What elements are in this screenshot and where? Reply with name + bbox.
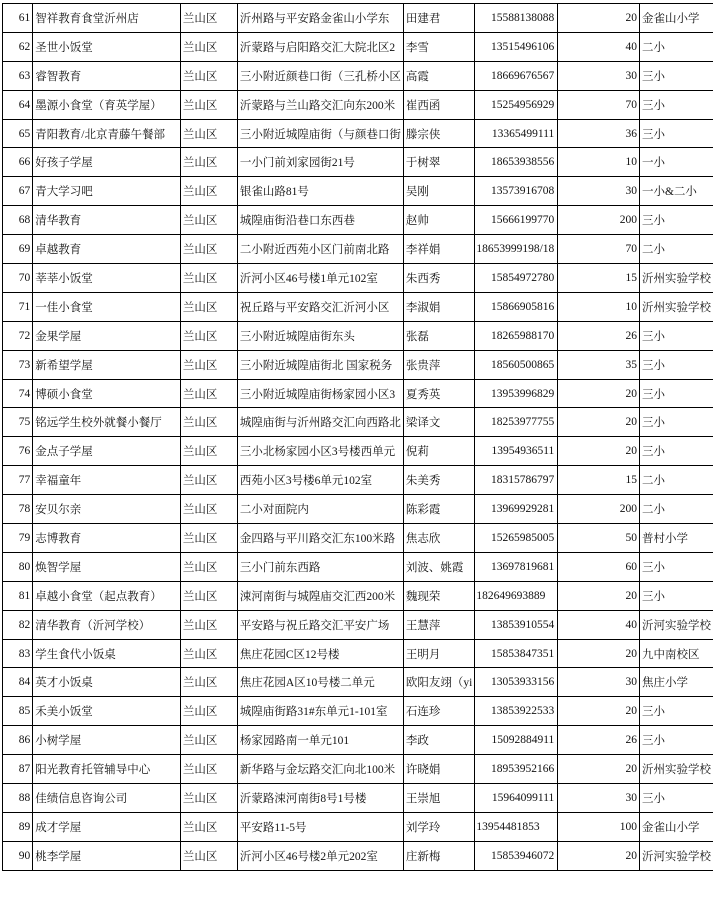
phone-number-cell[interactable]: 15866905816: [475, 292, 558, 321]
institution-name-cell[interactable]: 清华教育: [33, 206, 181, 235]
address-cell[interactable]: 祝丘路与平安路交汇沂河小区: [237, 292, 403, 321]
table-row: [3, 235, 713, 264]
student-count-cell[interactable]: 20: [558, 581, 640, 610]
row-number-cell[interactable]: 76: [3, 437, 33, 466]
institution-name-cell[interactable]: 金点子学屋: [33, 437, 181, 466]
phone-number-cell[interactable]: 13515496106: [475, 32, 558, 61]
table-row: [3, 264, 713, 293]
phone-number-cell[interactable]: 13969929281: [475, 495, 558, 524]
phone-number-cell[interactable]: 13853922533: [475, 697, 558, 726]
student-count-cell[interactable]: 60: [558, 552, 640, 581]
row-number-cell[interactable]: 73: [3, 350, 33, 379]
district-cell[interactable]: 兰山区: [180, 90, 237, 119]
institution-name-cell[interactable]: 成才学屋: [33, 812, 181, 841]
row-number-cell[interactable]: 75: [3, 408, 33, 437]
institution-name-cell[interactable]: 青阳教育/北京青藤午餐部: [33, 119, 181, 148]
contact-person-cell[interactable]: 庄新梅: [403, 841, 474, 870]
address-cell[interactable]: 二小对面院内: [237, 495, 403, 524]
phone-number-cell[interactable]: 13853910554: [475, 610, 558, 639]
table-row: [3, 206, 713, 235]
phone-number-cell[interactable]: 13697819681: [475, 552, 558, 581]
student-count-cell[interactable]: 70: [558, 90, 640, 119]
district-cell[interactable]: 兰山区: [180, 235, 237, 264]
student-count-cell[interactable]: 40: [558, 32, 640, 61]
phone-number-cell[interactable]: 13954481853: [475, 812, 558, 841]
contact-person-cell[interactable]: 张贵萍: [403, 350, 474, 379]
row-number-cell[interactable]: 86: [3, 726, 33, 755]
school-name-cell[interactable]: 三小: [639, 350, 713, 379]
school-name-cell[interactable]: 二小: [639, 235, 713, 264]
student-count-cell[interactable]: 30: [558, 177, 640, 206]
student-count-cell[interactable]: 20: [558, 4, 640, 33]
table-row: [3, 119, 713, 148]
address-cell[interactable]: 三小附近城隍庙街北 国家税务: [237, 350, 403, 379]
school-name-cell[interactable]: 三小: [639, 61, 713, 90]
institution-name-cell[interactable]: 阳光教育托管辅导中心: [33, 755, 181, 784]
student-count-cell[interactable]: 36: [558, 119, 640, 148]
student-count-cell[interactable]: 15: [558, 264, 640, 293]
school-name-cell[interactable]: 沂州实验学校: [639, 264, 713, 293]
phone-number-cell[interactable]: 18653999198/18: [475, 235, 558, 264]
row-number-cell[interactable]: 65: [3, 119, 33, 148]
institution-name-cell[interactable]: 安贝尔亲: [33, 495, 181, 524]
address-cell[interactable]: 城隍庙街路31#东单元1-101室: [237, 697, 403, 726]
institution-name-cell[interactable]: 一佳小食堂: [33, 292, 181, 321]
address-cell[interactable]: 二小附近西苑小区门前南北路: [237, 235, 403, 264]
row-number-cell[interactable]: 85: [3, 697, 33, 726]
institution-name-cell[interactable]: 焕智学屋: [33, 552, 181, 581]
student-count-cell[interactable]: 20: [558, 755, 640, 784]
row-number-cell[interactable]: 72: [3, 321, 33, 350]
phone-number-cell[interactable]: 13954936511: [475, 437, 558, 466]
table-row: [3, 408, 713, 437]
registry-table: [2, 3, 713, 871]
address-cell[interactable]: 沂蒙路涑河南街8号1号楼: [237, 784, 403, 813]
institution-name-cell[interactable]: 墨源小食堂（育英学屋）: [33, 90, 181, 119]
table-row: [3, 379, 713, 408]
contact-person-cell[interactable]: 陈彩霞: [403, 495, 474, 524]
district-cell[interactable]: 兰山区: [180, 697, 237, 726]
district-cell[interactable]: 兰山区: [180, 610, 237, 639]
school-name-cell[interactable]: 焦庄小学: [639, 668, 713, 697]
contact-person-cell[interactable]: 石连珍: [403, 697, 474, 726]
phone-number-cell[interactable]: 13573916708: [475, 177, 558, 206]
school-name-cell[interactable]: 三小: [639, 581, 713, 610]
student-count-cell[interactable]: 70: [558, 235, 640, 264]
district-cell[interactable]: 兰山区: [180, 321, 237, 350]
school-name-cell[interactable]: 三小: [639, 697, 713, 726]
contact-person-cell[interactable]: 欧阳友翊（yi: [403, 668, 474, 697]
district-cell[interactable]: 兰山区: [180, 408, 237, 437]
table-row: [3, 639, 713, 668]
district-cell[interactable]: 兰山区: [180, 495, 237, 524]
table-row: [3, 610, 713, 639]
contact-person-cell[interactable]: 于树翠: [403, 148, 474, 177]
district-cell[interactable]: 兰山区: [180, 726, 237, 755]
district-cell[interactable]: 兰山区: [180, 639, 237, 668]
row-number-cell[interactable]: 70: [3, 264, 33, 293]
address-cell[interactable]: 新华路与金坛路交汇向北100米: [237, 755, 403, 784]
contact-person-cell[interactable]: 王崇旭: [403, 784, 474, 813]
phone-number-cell[interactable]: 15265985005: [475, 524, 558, 553]
student-count-cell[interactable]: 10: [558, 292, 640, 321]
address-cell[interactable]: 沂蒙路与启阳路交汇大院北区2: [237, 32, 403, 61]
phone-number-cell[interactable]: 18953952166: [475, 755, 558, 784]
address-cell[interactable]: 平安路11-5号: [237, 812, 403, 841]
address-cell[interactable]: 三小北杨家园小区3号楼西单元: [237, 437, 403, 466]
institution-name-cell[interactable]: 新希望学屋: [33, 350, 181, 379]
table-row: [3, 90, 713, 119]
address-cell[interactable]: 沂州路与平安路金雀山小学东: [237, 4, 403, 33]
address-cell[interactable]: 杨家园路南一单元101: [237, 726, 403, 755]
contact-person-cell[interactable]: 朱西秀: [403, 264, 474, 293]
student-count-cell[interactable]: 30: [558, 61, 640, 90]
school-name-cell[interactable]: 三小: [639, 784, 713, 813]
address-cell[interactable]: 一小门前刘家园街21号: [237, 148, 403, 177]
institution-name-cell[interactable]: 幸福童年: [33, 466, 181, 495]
contact-person-cell[interactable]: 倪莉: [403, 437, 474, 466]
row-number-cell[interactable]: 80: [3, 552, 33, 581]
address-cell[interactable]: 涑河南街与城隍庙交汇西200米: [237, 581, 403, 610]
institution-name-cell[interactable]: 博硕小食堂: [33, 379, 181, 408]
row-number-cell[interactable]: 61: [3, 4, 33, 33]
contact-person-cell[interactable]: 梁译文: [403, 408, 474, 437]
address-cell[interactable]: 城隍庙街与沂州路交汇向西路北: [237, 408, 403, 437]
phone-number-cell[interactable]: 13365499111: [475, 119, 558, 148]
district-cell[interactable]: 兰山区: [180, 755, 237, 784]
school-name-cell[interactable]: 沂州实验学校: [639, 292, 713, 321]
student-count-cell[interactable]: 20: [558, 639, 640, 668]
table-row: [3, 524, 713, 553]
district-cell[interactable]: 兰山区: [180, 379, 237, 408]
district-cell[interactable]: 兰山区: [180, 466, 237, 495]
address-cell[interactable]: 三小附近城隍庙街杨家园小区3: [237, 379, 403, 408]
student-count-cell[interactable]: 20: [558, 379, 640, 408]
table-row: [3, 697, 713, 726]
student-count-cell[interactable]: 20: [558, 408, 640, 437]
contact-person-cell[interactable]: 夏秀英: [403, 379, 474, 408]
contact-person-cell[interactable]: 张磊: [403, 321, 474, 350]
institution-name-cell[interactable]: 佳绩信息咨询公司: [33, 784, 181, 813]
student-count-cell[interactable]: 15: [558, 466, 640, 495]
row-number-cell[interactable]: 66: [3, 148, 33, 177]
student-count-cell[interactable]: 20: [558, 437, 640, 466]
student-count-cell[interactable]: 35: [558, 350, 640, 379]
school-name-cell[interactable]: 三小: [639, 206, 713, 235]
school-name-cell[interactable]: 三小: [639, 552, 713, 581]
table-row: [3, 841, 713, 870]
institution-name-cell[interactable]: 莘莘小饭堂: [33, 264, 181, 293]
row-number-cell[interactable]: 84: [3, 668, 33, 697]
row-number-cell[interactable]: 90: [3, 841, 33, 870]
phone-number-cell[interactable]: 15092884911: [475, 726, 558, 755]
phone-number-cell[interactable]: 18653938556: [475, 148, 558, 177]
institution-name-cell[interactable]: 小树学屋: [33, 726, 181, 755]
address-cell[interactable]: 焦庄花园A区10号楼二单元: [237, 668, 403, 697]
district-cell[interactable]: 兰山区: [180, 264, 237, 293]
student-count-cell[interactable]: 26: [558, 321, 640, 350]
school-name-cell[interactable]: 三小: [639, 379, 713, 408]
table-row: [3, 177, 713, 206]
school-name-cell[interactable]: 三小: [639, 321, 713, 350]
school-name-cell[interactable]: 二小: [639, 32, 713, 61]
district-cell[interactable]: 兰山区: [180, 148, 237, 177]
student-count-cell[interactable]: 30: [558, 668, 640, 697]
table-row: [3, 350, 713, 379]
table-row: [3, 812, 713, 841]
row-number-cell[interactable]: 69: [3, 235, 33, 264]
row-number-cell[interactable]: 88: [3, 784, 33, 813]
row-number-cell[interactable]: 81: [3, 581, 33, 610]
address-cell[interactable]: 西苑小区3号楼6单元102室: [237, 466, 403, 495]
district-cell[interactable]: 兰山区: [180, 32, 237, 61]
table-row: [3, 292, 713, 321]
contact-person-cell[interactable]: 崔西函: [403, 90, 474, 119]
school-name-cell[interactable]: 沂河实验学校: [639, 841, 713, 870]
contact-person-cell[interactable]: 李淑娟: [403, 292, 474, 321]
institution-name-cell[interactable]: 桃李学屋: [33, 841, 181, 870]
row-number-cell[interactable]: 77: [3, 466, 33, 495]
address-cell[interactable]: 城隍庙街沿巷口东西巷: [237, 206, 403, 235]
table-row: [3, 495, 713, 524]
row-number-cell[interactable]: 64: [3, 90, 33, 119]
district-cell[interactable]: 兰山区: [180, 784, 237, 813]
institution-name-cell[interactable]: 睿智教育: [33, 61, 181, 90]
address-cell[interactable]: 银雀山路81号: [237, 177, 403, 206]
district-cell[interactable]: 兰山区: [180, 61, 237, 90]
contact-person-cell[interactable]: 滕宗侠: [403, 119, 474, 148]
district-cell[interactable]: 兰山区: [180, 552, 237, 581]
row-number-cell[interactable]: 71: [3, 292, 33, 321]
institution-name-cell[interactable]: 好孩子学屋: [33, 148, 181, 177]
table-row: [3, 4, 713, 33]
institution-name-cell[interactable]: 禾美小饭堂: [33, 697, 181, 726]
district-cell[interactable]: 兰山区: [180, 4, 237, 33]
student-count-cell[interactable]: 50: [558, 524, 640, 553]
institution-name-cell[interactable]: 清华教育（沂河学校）: [33, 610, 181, 639]
school-name-cell[interactable]: 三小: [639, 726, 713, 755]
contact-person-cell[interactable]: 王慧萍: [403, 610, 474, 639]
student-count-cell[interactable]: 100: [558, 812, 640, 841]
row-number-cell[interactable]: 74: [3, 379, 33, 408]
institution-name-cell[interactable]: 志博教育: [33, 524, 181, 553]
address-cell[interactable]: 焦庄花园C区12号楼: [237, 639, 403, 668]
table-row: [3, 32, 713, 61]
table-row: [3, 437, 713, 466]
student-count-cell[interactable]: 26: [558, 726, 640, 755]
address-cell[interactable]: 平安路与祝丘路交汇平安广场: [237, 610, 403, 639]
table-row: [3, 61, 713, 90]
district-cell[interactable]: 兰山区: [180, 524, 237, 553]
phone-number-cell[interactable]: 15853847351: [475, 639, 558, 668]
institution-name-cell[interactable]: 铭远学生校外就餐小餐厅: [33, 408, 181, 437]
row-number-cell[interactable]: 87: [3, 755, 33, 784]
contact-person-cell[interactable]: 焦志欣: [403, 524, 474, 553]
table-row: [3, 581, 713, 610]
institution-name-cell[interactable]: 学生食代小饭桌: [33, 639, 181, 668]
district-cell[interactable]: 兰山区: [180, 668, 237, 697]
school-name-cell[interactable]: 三小: [639, 119, 713, 148]
row-number-cell[interactable]: 79: [3, 524, 33, 553]
school-name-cell[interactable]: 一小: [639, 148, 713, 177]
school-name-cell[interactable]: 普村小学: [639, 524, 713, 553]
row-number-cell[interactable]: 62: [3, 32, 33, 61]
row-number-cell[interactable]: 78: [3, 495, 33, 524]
table-row: [3, 668, 713, 697]
address-cell[interactable]: 沂河小区46号楼2单元202室: [237, 841, 403, 870]
contact-person-cell[interactable]: 李祥娟: [403, 235, 474, 264]
table-row: [3, 552, 713, 581]
phone-number-cell[interactable]: 182649693889: [475, 581, 558, 610]
institution-name-cell[interactable]: 金果学屋: [33, 321, 181, 350]
phone-number-cell[interactable]: 13053933156: [475, 668, 558, 697]
school-name-cell[interactable]: 三小: [639, 408, 713, 437]
address-cell[interactable]: 三小附近颜巷口街（三孔桥小区: [237, 61, 403, 90]
address-cell[interactable]: 三小门前东西路: [237, 552, 403, 581]
district-cell[interactable]: 兰山区: [180, 812, 237, 841]
contact-person-cell[interactable]: 李雪: [403, 32, 474, 61]
phone-number-cell[interactable]: 15666199770: [475, 206, 558, 235]
school-name-cell[interactable]: 九中南校区: [639, 639, 713, 668]
school-name-cell[interactable]: 金雀山小学: [639, 4, 713, 33]
contact-person-cell[interactable]: 吴刚: [403, 177, 474, 206]
phone-number-cell[interactable]: 18253977755: [475, 408, 558, 437]
address-cell[interactable]: 三小附近城隍庙街（与颜巷口街: [237, 119, 403, 148]
institution-name-cell[interactable]: 智祥教育食堂沂州店: [33, 4, 181, 33]
address-cell[interactable]: 沂河小区46号楼1单元102室: [237, 264, 403, 293]
table-row: [3, 148, 713, 177]
district-cell[interactable]: 兰山区: [180, 841, 237, 870]
contact-person-cell[interactable]: 高霞: [403, 61, 474, 90]
phone-number-cell[interactable]: 15588138088: [475, 4, 558, 33]
contact-person-cell[interactable]: 刘学玲: [403, 812, 474, 841]
phone-number-cell[interactable]: 15853946072: [475, 841, 558, 870]
school-name-cell[interactable]: 三小: [639, 437, 713, 466]
district-cell[interactable]: 兰山区: [180, 206, 237, 235]
address-cell[interactable]: 三小附近城隍庙街东头: [237, 321, 403, 350]
student-count-cell[interactable]: 200: [558, 206, 640, 235]
school-name-cell[interactable]: 沂州实验学校: [639, 755, 713, 784]
school-name-cell[interactable]: 三小: [639, 90, 713, 119]
table-body: [3, 4, 713, 871]
district-cell[interactable]: 兰山区: [180, 119, 237, 148]
school-name-cell[interactable]: 沂河实验学校: [639, 610, 713, 639]
district-cell[interactable]: 兰山区: [180, 437, 237, 466]
phone-number-cell[interactable]: 13953996829: [475, 379, 558, 408]
address-cell[interactable]: 金四路与平川路交汇东100米路: [237, 524, 403, 553]
table-row: [3, 755, 713, 784]
row-number-cell[interactable]: 68: [3, 206, 33, 235]
student-count-cell[interactable]: 20: [558, 841, 640, 870]
row-number-cell[interactable]: 82: [3, 610, 33, 639]
institution-name-cell[interactable]: 圣世小饭堂: [33, 32, 181, 61]
table-row: [3, 726, 713, 755]
contact-person-cell[interactable]: 赵帅: [403, 206, 474, 235]
contact-person-cell[interactable]: 许晓娟: [403, 755, 474, 784]
institution-name-cell[interactable]: 英才小饭桌: [33, 668, 181, 697]
row-number-cell[interactable]: 67: [3, 177, 33, 206]
district-cell[interactable]: 兰山区: [180, 292, 237, 321]
contact-person-cell[interactable]: 刘波、姚霞: [403, 552, 474, 581]
district-cell[interactable]: 兰山区: [180, 350, 237, 379]
phone-number-cell[interactable]: 18669676567: [475, 61, 558, 90]
phone-number-cell[interactable]: 15854972780: [475, 264, 558, 293]
phone-number-cell[interactable]: 18265988170: [475, 321, 558, 350]
row-number-cell[interactable]: 89: [3, 812, 33, 841]
contact-person-cell[interactable]: 田建君: [403, 4, 474, 33]
student-count-cell[interactable]: 40: [558, 610, 640, 639]
phone-number-cell[interactable]: 15254956929: [475, 90, 558, 119]
contact-person-cell[interactable]: 朱美秀: [403, 466, 474, 495]
phone-number-cell[interactable]: 18315786797: [475, 466, 558, 495]
school-name-cell[interactable]: 二小: [639, 495, 713, 524]
address-cell[interactable]: 沂蒙路与兰山路交汇向东200米: [237, 90, 403, 119]
student-count-cell[interactable]: 200: [558, 495, 640, 524]
row-number-cell[interactable]: 63: [3, 61, 33, 90]
student-count-cell[interactable]: 20: [558, 697, 640, 726]
institution-name-cell[interactable]: 青大学习吧: [33, 177, 181, 206]
contact-person-cell[interactable]: 李政: [403, 726, 474, 755]
school-name-cell[interactable]: 一小&二小: [639, 177, 713, 206]
row-number-cell[interactable]: 83: [3, 639, 33, 668]
table-row: [3, 321, 713, 350]
table-row: [3, 784, 713, 813]
phone-number-cell[interactable]: 18560500865: [475, 350, 558, 379]
institution-name-cell[interactable]: 卓越小食堂（起点教育）: [33, 581, 181, 610]
district-cell[interactable]: 兰山区: [180, 581, 237, 610]
phone-number-cell[interactable]: 15964099111: [475, 784, 558, 813]
table-row: [3, 466, 713, 495]
institution-name-cell[interactable]: 卓越教育: [33, 235, 181, 264]
student-count-cell[interactable]: 30: [558, 784, 640, 813]
school-name-cell[interactable]: 金雀山小学: [639, 812, 713, 841]
contact-person-cell[interactable]: 王明月: [403, 639, 474, 668]
contact-person-cell[interactable]: 魏现荣: [403, 581, 474, 610]
student-count-cell[interactable]: 10: [558, 148, 640, 177]
district-cell[interactable]: 兰山区: [180, 177, 237, 206]
school-name-cell[interactable]: 二小: [639, 466, 713, 495]
